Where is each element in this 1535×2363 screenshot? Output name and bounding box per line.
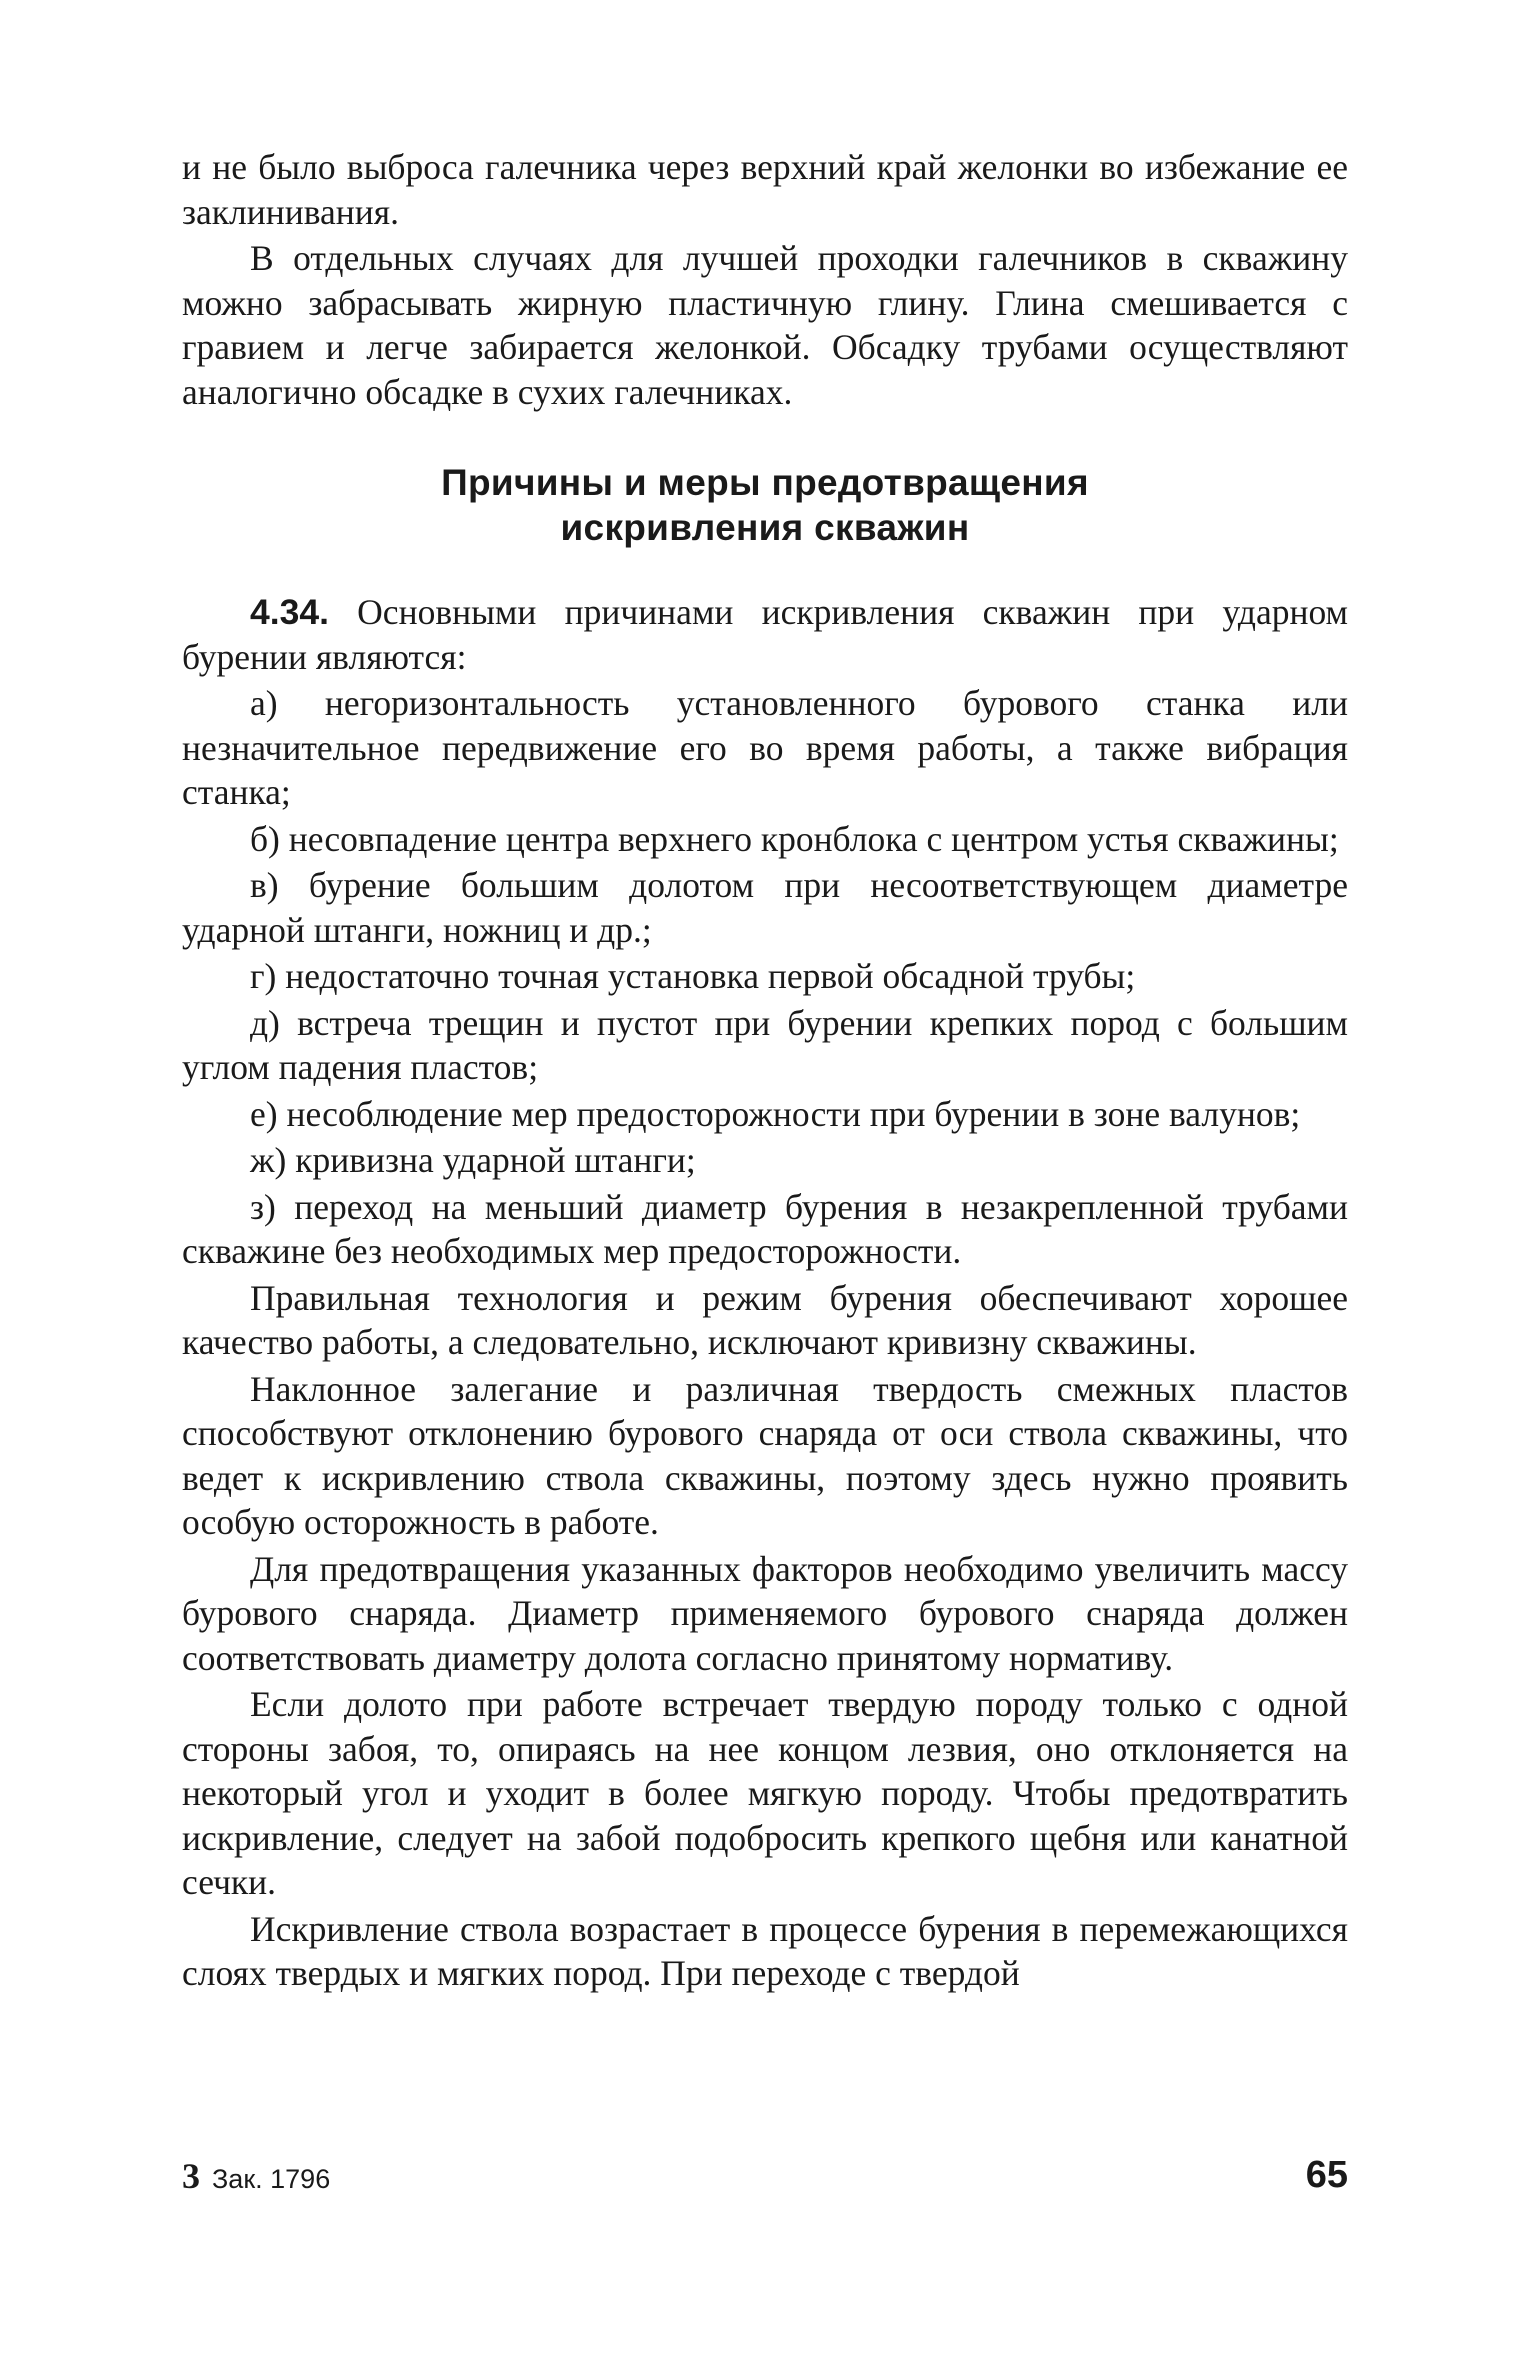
list-item: з) переход на меньший диаметр бурения в незакрепленной трубами скважине без необходимых мер предосторожности. <box>182 1186 1348 1271</box>
paragraph: Правильная технология и режим бурения обеспечивают хорошее качество работы, а следовательно, исключают кривизну скважины. <box>182 1277 1348 1362</box>
order-number: Зак. 1796 <box>212 2164 331 2194</box>
list-item: г) недостаточно точная установка первой обсадной трубы; <box>250 956 1136 996</box>
paragraph: Наклонное залегание и различная твердость смежных пластов способствуют отклонению бурового снаряда от оси ствола скважины, что ведет к искривлению ствола скважины, поэтому здесь нужно проявить особую осторожность в работе. <box>182 1368 1348 1542</box>
section-intro-text: Основными причинами искривления скважин при ударном бурении являются: <box>182 592 1348 677</box>
list-item: а) негоризонтальность установленного бурового станка или незначительное передвижение его во время работы, а также вибрация станка; <box>182 683 1348 812</box>
list-item: в) бурение большим долотом при несоответствующем диаметре ударной штанги, ножниц и др.; <box>182 865 1348 950</box>
page-footer <box>182 2153 1348 2203</box>
section-intro-paragraph <box>182 590 1348 679</box>
paragraph: Если долото при работе встречает твердую породу только с одной стороны забоя, то, опираясь на нее концом лезвия, оно отклоняется на некоторый угол и уходит в более мягкую породу. Чтобы предотвратить искривление, следует на забой подобросить крепкого щебня или канатной сечки. <box>182 1684 1348 1902</box>
section-heading-line: искривления скважин <box>560 507 970 548</box>
list-item: е) несоблюдение мер предосторожности при бурении в зоне валунов; <box>250 1093 1301 1134</box>
page-body <box>182 145 1348 1996</box>
page-number: 65 <box>1305 2154 1348 2196</box>
signature-number: 3 <box>182 2156 200 2196</box>
list-item: б) несовпадение центра верхнего кронблока с центром устья скважины; <box>250 818 1339 859</box>
paragraph-continued: и не было выброса галечника через верхний край желонки во избежание ее заклинивания. <box>182 147 1348 232</box>
section-heading-line: Причины и меры предотвращения <box>441 462 1089 503</box>
paragraph: В отдельных случаях для лучшей проходки галечников в скважину можно забрасывать жирную пластичную глину. Глина смешивается с гравием и легче забирается желонкой. Обсадку трубами осуществляют аналогично обсадке в сухих галечниках. <box>182 238 1348 412</box>
section-heading <box>182 460 1348 550</box>
list-item: д) встреча трещин и пустот при бурении крепких пород с большим углом падения пластов; <box>182 1002 1348 1087</box>
paragraph: Искривление ствола возрастает в процессе бурения в перемежающихся слоях твердых и мягких пород. При переходе с твердой <box>182 1908 1348 1993</box>
paragraph: Для предотвращения указанных факторов необходимо увеличить массу бурового снаряда. Диаметр применяемого бурового снаряда должен соответствовать диаметру долота согласно принятому нормативу. <box>182 1548 1348 1678</box>
list-item: ж) кривизна ударной штанги; <box>250 1140 696 1180</box>
section-number: 4.34. <box>250 592 329 632</box>
printer-signature <box>182 2156 331 2196</box>
